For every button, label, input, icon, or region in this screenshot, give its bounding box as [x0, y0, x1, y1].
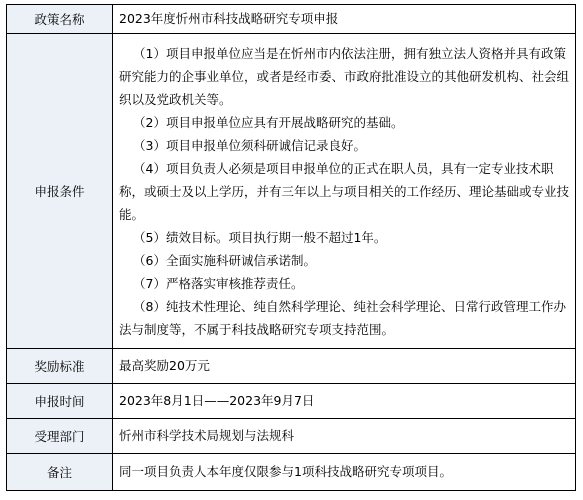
row-reward [7, 349, 576, 384]
row-conditions [7, 34, 576, 349]
condition-item: （6）全面实施科研诚信承诺制。 [133, 252, 316, 268]
department-label: 受理部门 [7, 419, 113, 454]
conditions-label: 申报条件 [7, 34, 113, 349]
row-apply-time [7, 384, 576, 419]
department-value: 忻州市科学技术局规划与法规科 [113, 419, 576, 454]
condition-item: （2）项目申报单位应具有开展战略研究的基础。 [133, 114, 404, 130]
row-policy-name [7, 5, 576, 34]
policy-name-value: 2023年度忻州市科技战略研究专项申报 [113, 5, 576, 34]
condition-item: （5）绩效目标。项目执行期一般不超过1年。 [133, 229, 387, 245]
policy-name-label: 政策名称 [7, 5, 113, 34]
remarks-value: 同一项目负责人本年度仅限参与1项科技战略研究专项项目。 [113, 454, 576, 491]
conditions-list [119, 40, 569, 343]
condition-item: （8）纯技术性理论、纯自然科学理论、纯社会科学理论、日常行政管理工作办法与制度等，不属于科技战略研究专项支持范围。 [119, 298, 566, 337]
apply-time-label: 申报时间 [7, 384, 113, 419]
condition-item: （1）项目申报单位应当是在忻州市内依法注册，拥有独立法人资格并具有政策研究能力的企事业单位，或者是经市委、市政府批准设立的其他研发机构、社会组织以及党政机关等。 [119, 45, 570, 107]
row-remarks [7, 454, 576, 491]
condition-item: （3）项目申报单位须科研诚信记录良好。 [133, 137, 366, 153]
conditions-value [113, 34, 576, 349]
condition-item: （4）项目负责人必须是项目申报单位的正式在职人员，具有一定专业技术职称，或硕士及以上学历，并有三年以上与项目相关的工作经历、理论基础或专业技能。 [119, 160, 570, 222]
reward-label: 奖励标准 [7, 349, 113, 384]
remarks-label: 备注 [7, 454, 113, 491]
row-department [7, 419, 576, 454]
policy-table [6, 4, 576, 491]
condition-item: （7）严格落实审核推荐责任。 [133, 275, 304, 291]
apply-time-value: 2023年8月1日——2023年9月7日 [113, 384, 576, 419]
reward-value: 最高奖励20万元 [113, 349, 576, 384]
